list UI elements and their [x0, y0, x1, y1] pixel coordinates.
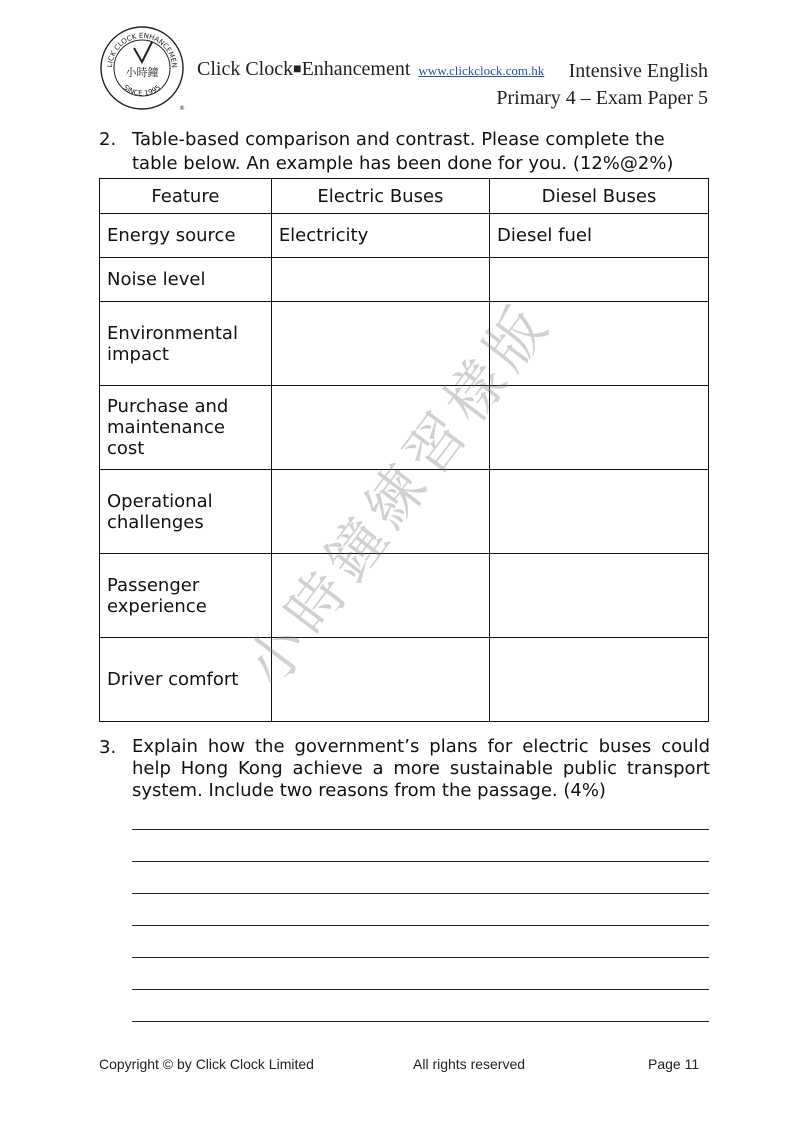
feature-cell: Driver comfort	[100, 638, 272, 722]
footer-rights: All rights reserved	[413, 1056, 526, 1072]
table-row	[100, 258, 709, 302]
subject-title: Intensive English	[568, 60, 708, 82]
electric-answer-cell[interactable]	[271, 470, 489, 554]
comparison-table	[99, 178, 709, 722]
question-text: Explain how the government’s plans for electric buses could help Hong Kong achieve a more sustainable public transport system. Include two reasons from the passage. (4%)	[132, 736, 710, 801]
electric-answer-cell[interactable]	[271, 258, 489, 302]
electric-answer-cell[interactable]	[271, 302, 489, 386]
watermark: 小時鐘練習樣版	[232, 288, 565, 699]
header-electric-buses: Electric Buses	[271, 179, 489, 214]
header-diesel-buses: Diesel Buses	[490, 179, 709, 214]
table-row	[100, 638, 709, 722]
svg-text:SINCE 1995	[122, 84, 162, 98]
answer-line[interactable]	[132, 925, 709, 926]
electric-answer-cell[interactable]	[271, 386, 489, 470]
brand-separator: ■	[293, 62, 302, 77]
question-number: 2.	[99, 129, 117, 150]
diesel-answer-cell[interactable]	[490, 302, 709, 386]
question-3	[99, 736, 711, 806]
answer-line[interactable]	[132, 957, 709, 958]
feature-cell: Passenger experience	[100, 554, 272, 638]
table-row	[100, 214, 709, 258]
header-feature: Feature	[100, 179, 272, 214]
diesel-answer-cell[interactable]	[490, 386, 709, 470]
feature-cell: Environmental impact	[100, 302, 272, 386]
electric-answer-cell[interactable]	[271, 554, 489, 638]
header-right	[496, 58, 708, 112]
click-clock-logo	[98, 24, 186, 112]
table-row	[100, 386, 709, 470]
diesel-answer-cell[interactable]	[490, 638, 709, 722]
diesel-answer-cell[interactable]	[490, 470, 709, 554]
logo-registered-mark: ®	[179, 105, 185, 112]
footer-page-number: Page 11	[648, 1056, 700, 1072]
logo-center-text: 小時鐘	[125, 66, 159, 79]
answer-line[interactable]	[132, 1021, 709, 1022]
brand-line	[197, 58, 544, 81]
brand-name-2: Enhancement	[301, 58, 411, 80]
diesel-answer-cell[interactable]	[490, 554, 709, 638]
logo-seal-icon	[98, 24, 186, 112]
svg-text:CLICK CLOCK ENHANCEMENT	[98, 24, 178, 68]
feature-cell: Energy source	[100, 214, 272, 258]
footer-copyright: Copyright © by Click Clock Limited	[99, 1056, 314, 1072]
question-2	[99, 128, 711, 178]
feature-cell: Operational challenges	[100, 470, 272, 554]
question-number: 3.	[99, 737, 117, 758]
feature-cell: Noise level	[100, 258, 272, 302]
answer-line[interactable]	[132, 861, 709, 862]
diesel-cell: Diesel fuel	[490, 214, 709, 258]
electric-answer-cell[interactable]	[271, 638, 489, 722]
question-text: Table-based comparison and contrast. Please complete the table below. An example has been done for you. (12%@2%)	[132, 129, 674, 174]
answer-line[interactable]	[132, 893, 709, 894]
table-header-row	[100, 179, 709, 214]
brand-name: Click Clock	[197, 58, 294, 80]
feature-cell: Purchase and maintenance cost	[100, 386, 272, 470]
table-row	[100, 554, 709, 638]
brand-url-link[interactable]: www.clickclock.com.hk	[418, 63, 545, 78]
answer-line[interactable]	[132, 989, 709, 990]
answer-line[interactable]	[132, 829, 709, 830]
table-row	[100, 470, 709, 554]
table-row	[100, 302, 709, 386]
logo-since-text: SINCE 1995	[121, 83, 163, 98]
paper-title: Primary 4 – Exam Paper 5	[496, 87, 708, 109]
electric-cell: Electricity	[271, 214, 489, 258]
logo-ring-text: LICK CLOCK ENHANCEMEN	[105, 31, 179, 69]
diesel-answer-cell[interactable]	[490, 258, 709, 302]
